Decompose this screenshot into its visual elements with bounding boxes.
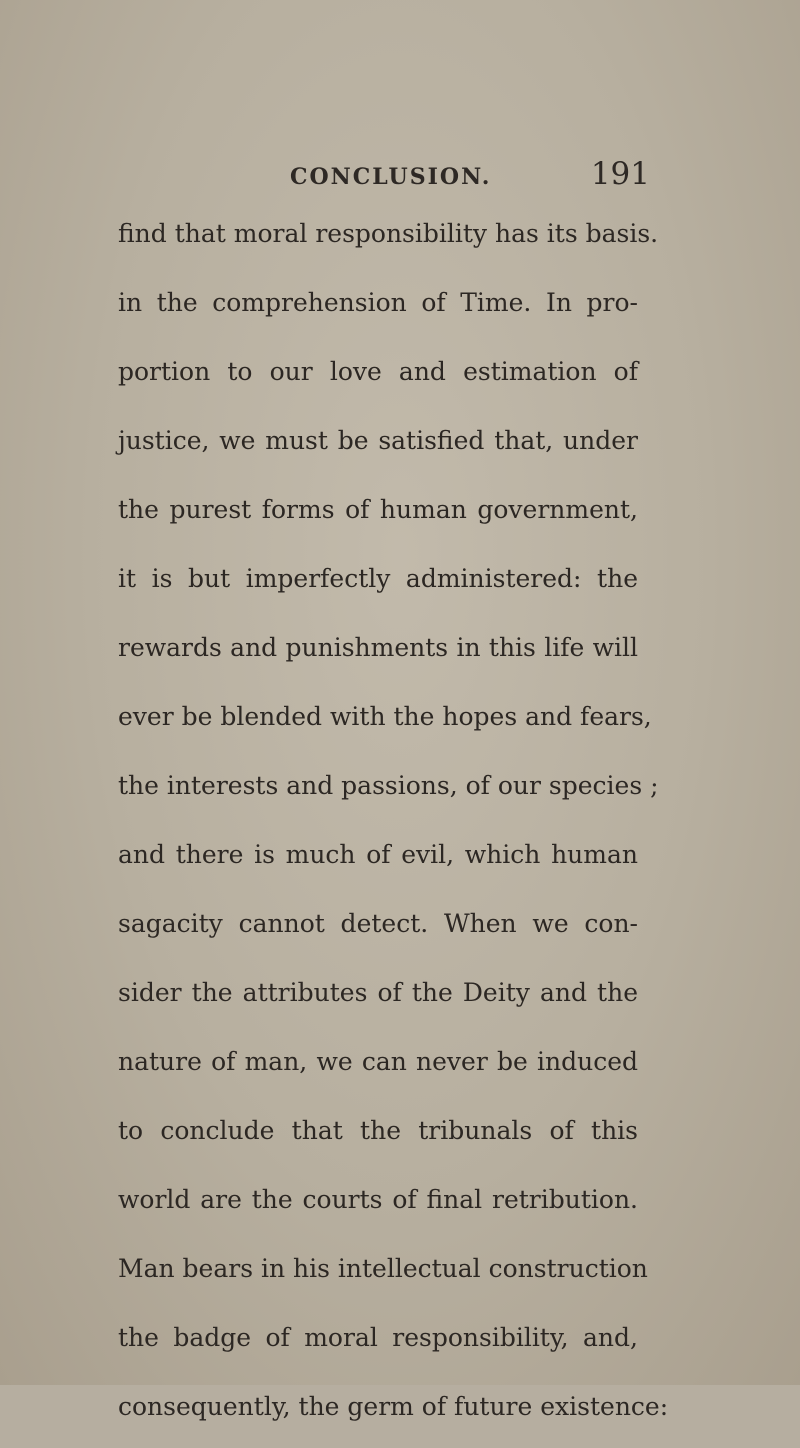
text-line: justice, we must be satisfied that, under — [118, 426, 638, 455]
body-text — [118, 206, 669, 1448]
text-line: to conclude that the tribunals of this — [118, 1116, 638, 1145]
text-line: find that moral responsibility has its basis. — [118, 219, 659, 248]
text-line: nature of man, we can never be induced — [118, 1047, 638, 1076]
text-line: the purest forms of human government, — [118, 495, 638, 524]
text-line: sagacity cannot detect. When we con- — [118, 909, 638, 938]
text-line: portion to our love and estimation of — [118, 357, 638, 386]
text-line: in the comprehension of Time. In pro- — [118, 288, 638, 317]
text-line: Man bears in his intellectual construction — [118, 1254, 648, 1283]
text-line: and there is much of evil, which human — [118, 840, 638, 869]
page-number: 191 — [590, 156, 650, 192]
text-line: the interests and passions, of our species ; — [118, 771, 659, 800]
text-line: it is but imperfectly administered: the — [118, 564, 638, 593]
page-header — [290, 156, 650, 200]
running-head: CONCLUSION. — [290, 164, 492, 190]
text-line: the badge of moral responsibility, and, — [118, 1323, 638, 1352]
text-line: sider the attributes of the Deity and the — [118, 978, 638, 1007]
text-line: world are the courts of final retribution. — [118, 1185, 638, 1214]
text-line: rewards and punishments in this life will — [118, 633, 638, 662]
text-line: ever be blended with the hopes and fears, — [118, 702, 652, 731]
text-line: consequently, the germ of future existence: — [118, 1392, 669, 1421]
